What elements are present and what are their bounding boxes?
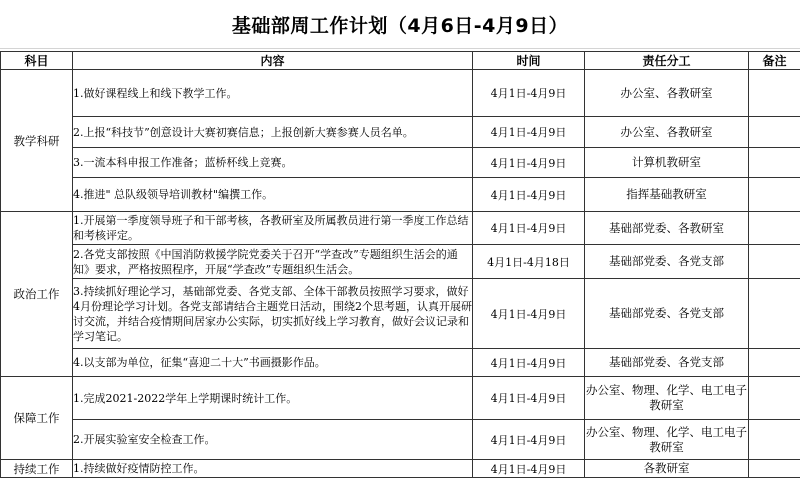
owner-cell[interactable]: 基础部党委、各党支部 bbox=[585, 349, 749, 377]
subject-cell[interactable]: 政治工作 bbox=[1, 212, 73, 377]
owner-cell[interactable]: 基础部党委、各党支部 bbox=[585, 245, 749, 279]
header-owner[interactable]: 责任分工 bbox=[585, 52, 749, 70]
time-cell[interactable]: 4月1日-4月9日 bbox=[473, 70, 585, 117]
subject-cell[interactable]: 持续工作 bbox=[1, 460, 73, 478]
content-cell[interactable]: 2.上报“科技节”创意设计大赛初赛信息；上报创新大赛参赛人员名单。 bbox=[73, 117, 473, 148]
owner-cell[interactable]: 办公室、物理、化学、电工电子教研室 bbox=[585, 377, 749, 420]
content-cell[interactable]: 4.以支部为单位，征集“喜迎二十大”书画摄影作品。 bbox=[73, 349, 473, 377]
table-row bbox=[1, 212, 800, 245]
table-row bbox=[1, 349, 800, 377]
note-cell[interactable] bbox=[749, 377, 800, 420]
owner-cell[interactable]: 各教研室 bbox=[585, 460, 749, 478]
plan-table bbox=[0, 51, 800, 478]
page-title: 基础部周工作计划（4月6日-4月9日） bbox=[0, 0, 800, 49]
content-cell[interactable]: 4.推进" 总队级领导培训教材"编撰工作。 bbox=[73, 178, 473, 212]
owner-cell[interactable]: 基础部党委、各教研室 bbox=[585, 212, 749, 245]
note-cell[interactable] bbox=[749, 279, 800, 349]
owner-cell[interactable]: 指挥基础教研室 bbox=[585, 178, 749, 212]
time-cell[interactable]: 4月1日-4月9日 bbox=[473, 377, 585, 420]
table-row bbox=[1, 279, 800, 349]
owner-cell[interactable]: 办公室、各教研室 bbox=[585, 70, 749, 117]
content-cell[interactable]: 1.开展第一季度领导班子和干部考核，各教研室及所属教员进行第一季度工作总结和考核评定。 bbox=[73, 212, 473, 245]
table-row bbox=[1, 460, 800, 478]
time-cell[interactable]: 4月1日-4月9日 bbox=[473, 349, 585, 377]
content-cell[interactable]: 3.一流本科申报工作准备；蓝桥杯线上竞赛。 bbox=[73, 148, 473, 178]
note-cell[interactable] bbox=[749, 212, 800, 245]
subject-cell[interactable]: 教学科研 bbox=[1, 70, 73, 212]
content-cell[interactable]: 2.各党支部按照《中国消防救援学院党委关于召开“学查改”专题组织生活会的通知》要求，严格按照程序，开展“学查改”专题组织生活会。 bbox=[73, 245, 473, 279]
time-cell[interactable]: 4月1日-4月18日 bbox=[473, 245, 585, 279]
table-row bbox=[1, 148, 800, 178]
time-cell[interactable]: 4月1日-4月9日 bbox=[473, 279, 585, 349]
time-cell[interactable]: 4月1日-4月9日 bbox=[473, 148, 585, 178]
owner-cell[interactable]: 基础部党委、各党支部 bbox=[585, 279, 749, 349]
table-row bbox=[1, 377, 800, 420]
time-cell[interactable]: 4月1日-4月9日 bbox=[473, 420, 585, 460]
owner-cell[interactable]: 办公室、物理、化学、电工电子教研室 bbox=[585, 420, 749, 460]
time-cell[interactable]: 4月1日-4月9日 bbox=[473, 212, 585, 245]
content-cell[interactable]: 3.持续抓好理论学习，基础部党委、各党支部、全体干部教员按照学习要求，做好4月份理论学习计划。各党支部请结合主题党日活动，围绕2个思考题，认真开展研讨交流，并结合疫情期间居家办公实际，切实抓好线上学习教育，做好会议记录和学习笔记。 bbox=[73, 279, 473, 349]
note-cell[interactable] bbox=[749, 117, 800, 148]
time-cell[interactable]: 4月1日-4月9日 bbox=[473, 178, 585, 212]
note-cell[interactable] bbox=[749, 148, 800, 178]
table-row bbox=[1, 117, 800, 148]
content-cell[interactable]: 1.持续做好疫情防控工作。 bbox=[73, 460, 473, 478]
content-cell[interactable]: 1.完成2021-2022学年上学期课时统计工作。 bbox=[73, 377, 473, 420]
table-row bbox=[1, 70, 800, 117]
time-cell[interactable]: 4月1日-4月9日 bbox=[473, 460, 585, 478]
table-row bbox=[1, 178, 800, 212]
time-cell[interactable]: 4月1日-4月9日 bbox=[473, 117, 585, 148]
header-content[interactable]: 内容 bbox=[73, 52, 473, 70]
note-cell[interactable] bbox=[749, 420, 800, 460]
content-cell[interactable]: 1.做好课程线上和线下教学工作。 bbox=[73, 70, 473, 117]
table-row bbox=[1, 420, 800, 460]
content-cell[interactable]: 2.开展实验室安全检查工作。 bbox=[73, 420, 473, 460]
header-time[interactable]: 时间 bbox=[473, 52, 585, 70]
table-row bbox=[1, 245, 800, 279]
header-subject[interactable]: 科目 bbox=[1, 52, 73, 70]
owner-cell[interactable]: 计算机教研室 bbox=[585, 148, 749, 178]
note-cell[interactable] bbox=[749, 70, 800, 117]
note-cell[interactable] bbox=[749, 349, 800, 377]
note-cell[interactable] bbox=[749, 460, 800, 478]
header-row bbox=[1, 52, 800, 70]
subject-cell[interactable]: 保障工作 bbox=[1, 377, 73, 460]
owner-cell[interactable]: 办公室、各教研室 bbox=[585, 117, 749, 148]
header-note[interactable]: 备注 bbox=[749, 52, 800, 70]
note-cell[interactable] bbox=[749, 178, 800, 212]
note-cell[interactable] bbox=[749, 245, 800, 279]
